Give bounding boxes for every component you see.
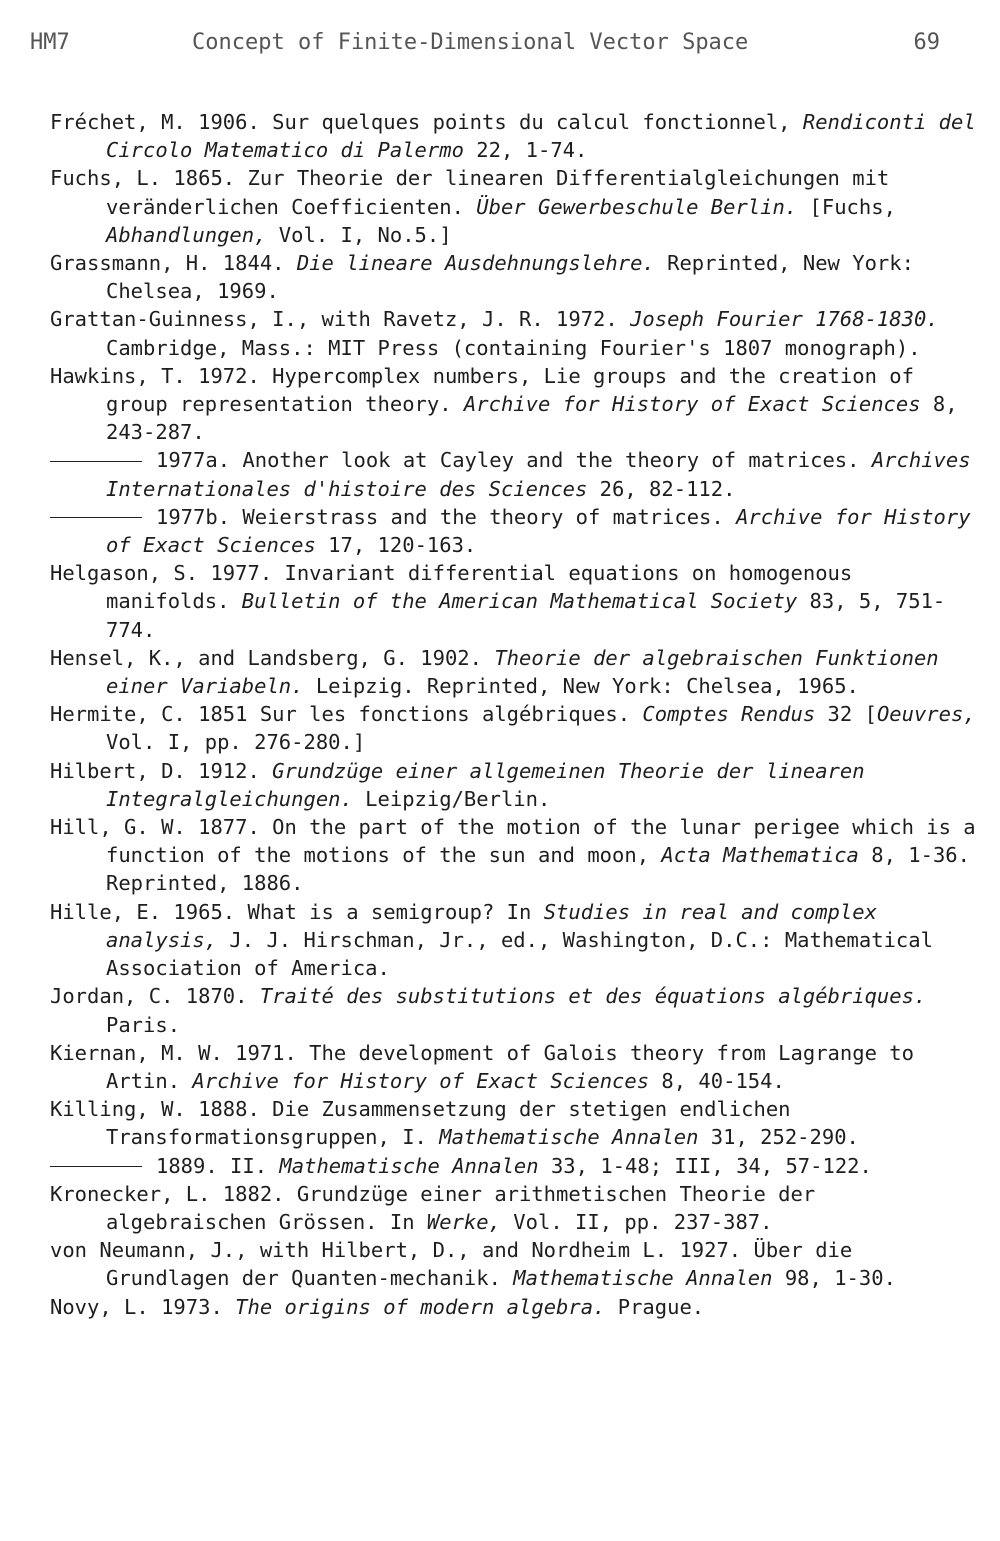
reference-text: 32 [ (815, 702, 877, 727)
reference-italic-title: Mathematische Annalen (513, 1266, 773, 1291)
reference-entry (50, 249, 985, 305)
reference-entry (50, 446, 985, 502)
reference-text: Hill, G. W. 1877. On the part of the motion of the lunar perigee which is a function of the motions of the sun and moon, (50, 815, 976, 868)
reference-italic-title: Joseph Fourier 1768-1830. (630, 307, 939, 332)
reference-entry (50, 700, 985, 756)
reference-text: [Fuchs, (797, 194, 896, 219)
reference-text: Jordan, C. 1870. (50, 984, 260, 1009)
reference-italic-title: Comptes Rendus (642, 702, 816, 727)
reference-text: 1977a. Another look at Cayley and the theory of matrices. (156, 448, 872, 473)
reference-text: Cambridge, Mass.: MIT Press (containing Fourier's 1807 monograph). (106, 335, 921, 360)
reference-text: Fréchet, M. 1906. Sur quelques points du calcul fonctionnel, (50, 110, 803, 134)
reference-text: 33, 1-48; III, 34, 57-122. (538, 1153, 872, 1178)
reference-entry (50, 559, 985, 644)
reference-italic-title: Mathematische Annalen (439, 1125, 699, 1150)
reference-entry (50, 164, 985, 249)
reference-italic-title: Archive for History of Exact Sciences (106, 504, 971, 558)
reference-italic-title: Über Gewerbeschule Berlin. (476, 194, 798, 219)
reference-text: Hawkins, T. 1972. Hypercomplex numbers, Lie groups and the creation of group representation theory. (50, 363, 914, 417)
reference-list (50, 108, 985, 1321)
reference-text: 17, 120-163. (315, 533, 477, 558)
reference-italic-title: Bulletin of the American Mathematical Society (241, 589, 798, 614)
reference-italic-title: Mathematische Annalen (279, 1153, 539, 1178)
reference-entry (50, 1039, 985, 1095)
reference-text: Prague. (605, 1294, 705, 1319)
reference-text: Kronecker, L. 1882. Grundzüge einer arithmetischen Theorie der algebraischen Grössen. In (50, 1181, 816, 1234)
reference-entry (50, 757, 985, 813)
same-author-dash (50, 517, 142, 518)
reference-entry (50, 644, 985, 700)
reference-text: Hensel, K., and Landsberg, G. 1902. (50, 645, 495, 670)
reference-text: Kiernan, M. W. 1971. The development of Galois theory from Lagrange to Artin. (50, 1040, 914, 1093)
reference-italic-title: Archive for History of Exact Sciences (463, 392, 921, 417)
reference-text: 26, 82-112. (587, 476, 736, 501)
reference-entry (50, 108, 985, 164)
reference-entry (50, 1293, 985, 1321)
reference-italic-title: Die lineare Ausdehnungslehre. (296, 251, 655, 276)
reference-text: Hille, E. 1965. What is a semigroup? In (50, 899, 544, 924)
reference-text: 8, 1-36. Reprinted, 1886. (106, 843, 970, 896)
reference-entry (50, 813, 985, 898)
reference-italic-title: Acta Mathematica (661, 843, 859, 868)
reference-entry (50, 503, 985, 559)
reference-text: Helgason, S. 1977. Invariant differential equations on homogenous manifolds. (50, 561, 853, 614)
reference-text: Vol. II, pp. 237-387. (500, 1209, 773, 1234)
reference-text: 8, 243-287. (106, 392, 958, 445)
reference-text: 31, 252-290. (698, 1125, 859, 1150)
reference-text: Novy, L. 1973. (50, 1294, 236, 1319)
reference-italic-title: Rendiconti del Circolo Matematico di Palermo (106, 110, 976, 163)
reference-italic-title: Theorie der algebraischen Funktionen einer Variabeln. (106, 645, 939, 699)
reference-text: 1977b. Weierstrass and the theory of matrices. (156, 504, 737, 529)
reference-entry (50, 1236, 985, 1292)
reference-entry (50, 982, 985, 1038)
reference-text: Hilbert, D. 1912. (50, 758, 273, 783)
reference-entry (50, 1095, 985, 1151)
reference-text: Vol. I, No.5.] (266, 222, 452, 247)
reference-text: Fuchs, L. 1865. Zur Theorie der linearen Differentialgleichungen mit veränderlichen Coefficienten. (50, 166, 890, 219)
same-author-dash (50, 1166, 142, 1167)
same-author-dash (50, 461, 142, 462)
reference-italic-title: Abhandlungen, (106, 222, 267, 247)
reference-text: von Neumann, J., with Hilbert, D., and Nordheim L. 1927. Über die Grundlagen der Quanten-mechanik. (50, 1238, 853, 1291)
reference-italic-title: Werke, (426, 1209, 501, 1234)
reference-italic-title: Studies in real and complex analysis, (106, 899, 877, 952)
reference-italic-title: Grundzüge einer allgemeinen Theorie der linearen Integralgleichungen. (106, 758, 865, 811)
reference-text: Hermite, C. 1851 Sur les fonctions algébriques. (50, 702, 643, 727)
reference-text: Grassmann, H. 1844. (50, 251, 297, 276)
reference-text: Leipzig. Reprinted, New York: Chelsea, 1965. (303, 674, 859, 699)
reference-text: Reprinted, New York: Chelsea, 1969. (106, 251, 914, 304)
reference-italic-title: Archive for History of Exact Sciences (192, 1068, 650, 1093)
reference-text: Leipzig/Berlin. (352, 786, 551, 811)
reference-text: Paris. (106, 1012, 181, 1037)
reference-entry (50, 1180, 985, 1236)
reference-text: 8, 40-154. (649, 1068, 785, 1093)
reference-italic-title: Oeuvres, (876, 702, 976, 727)
running-title: Concept of Finite-Dimensional Vector Space (192, 30, 749, 55)
reference-text: Killing, W. 1888. Die Zusammensetzung der stetigen endlichen Transformationsgruppen, I. (50, 1097, 791, 1150)
reference-entry (50, 362, 985, 447)
reference-text: J. J. Hirschman, Jr., ed., Washington, D.C.: Mathematical Association of America. (106, 927, 933, 981)
reference-entry (50, 1152, 985, 1180)
reference-italic-title: Traité des substitutions et des équations algébriques. (259, 984, 927, 1009)
reference-entry (50, 305, 985, 361)
journal-code: HM7 (30, 30, 70, 55)
reference-text: 1889. II. (156, 1153, 280, 1178)
reference-text: 22, 1-74. (463, 138, 588, 163)
reference-text: Grattan-Guinness, I., with Ravetz, J. R. 1972. (50, 307, 631, 332)
page-number: 69 (913, 30, 940, 55)
running-header (30, 30, 940, 66)
reference-entry (50, 898, 985, 983)
reference-italic-title: Archives Internationales d'histoire des Sciences (106, 448, 971, 501)
reference-text: 83, 5, 751-774. (106, 589, 946, 642)
reference-text: 98, 1-30. (772, 1266, 896, 1291)
reference-text: Vol. I, pp. 276-280.] (106, 730, 366, 755)
reference-italic-title: The origins of modern algebra. (235, 1294, 606, 1319)
